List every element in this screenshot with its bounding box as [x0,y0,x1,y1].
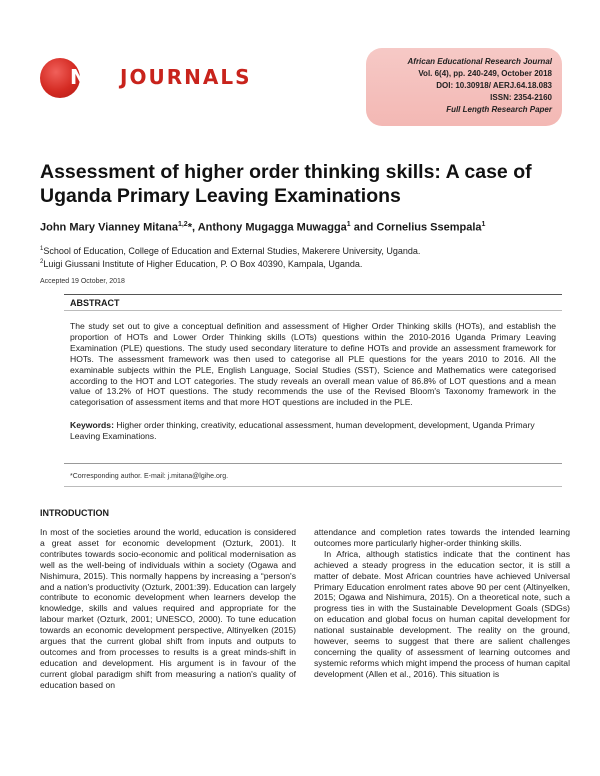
author-separator: , [191,221,198,234]
author-separator: and [350,221,377,234]
logo-wordmark: NETJOURNALS [70,65,252,89]
paragraph: attendance and completion rates towards the intended learning outcomes more particularly higher-order thinking skills. [314,527,570,548]
affiliation-text: Luigi Giussani Institute of Higher Education, P. O Box 40390, Kampala, Uganda. [43,259,363,269]
keywords-label: Keywords: [70,420,114,430]
abstract-section [64,294,562,464]
journal-issn: ISSN: 2354-2160 [490,93,552,102]
author-sup: 1,2 [177,221,188,228]
author-sup: 1 [481,221,486,228]
abstract-text: The study set out to give a conceptual definition and assessment of Higher Order Thinking skills (HOTs), and establish the proportion of HOTs and Lower Order Thinking skills (LOTs) questions within the 2010-2016 Uganda Primary Leaving Examination (PLE) questions. The study used secondary literature to define HOTs and provide an assessment framework for HOTs. The assessment framework was then used to categorise all PLE questions for the years 2010 to 2016. All the examinable subjects within the PLE, English Language, Social Studies (SST), Science and Mathematics were categorised according to the HOT and LOT categories. The study reveals an overall mean value of 86.8% of LOT questions and a mean value of 13.2% of HOT questions. The study recommends the use of the Revised Bloom's Taxonomy framework in the categorisation of assessment items and that more HOT questions are included in the PLE. [70,321,556,408]
author-list [40,221,485,234]
affiliation-1 [40,246,420,256]
author-name: John Mary Vianney Mitana [40,221,178,234]
body-column-left [40,527,296,691]
affiliation-sup: 2 [40,259,44,265]
affiliation-2 [40,259,362,269]
body-column-right [314,527,570,680]
corresponding-mark: * [187,221,192,234]
paragraph: In Africa, although statistics indicate that the continent has achieved a steady progress in the education sector, it is still a matter of debate. Most African countries have achieved Universal Primary Education enrolment rates above 90 per cent (Altinyelken, 2015; Ogawa and Nishimura, 2015). On a theoretical note, such a progress ties in with the Sustainable Development Goals (SDGs) on education and global focus on human capital development for national sustainable development. The reality on the ground, however, seems to suggest that there are salient challenges concerning the quality of assessment of learning outcomes and systemic reforms which might impend the process of human capital development (Allen et al., 2016). This situation is [314,548,570,679]
corresponding-author-note: *Corresponding author. E-mail: j.mitana@lgihe.org. [70,473,229,480]
keywords [70,420,556,442]
introduction-heading: INTRODUCTION [40,508,109,518]
accepted-date: Accepted 19 October, 2018 [40,278,125,285]
author-name: Cornelius Ssempala [376,221,482,234]
abstract-heading: ABSTRACT [70,298,120,308]
netjournals-logo [40,54,252,94]
journal-name: African Educational Research Journal [407,57,552,66]
author-name: Anthony Mugagga Muwagga [197,221,347,234]
journal-info-box [366,48,562,126]
paper-type: Full Length Research Paper [446,105,552,114]
paper-title: Assessment of higher order thinking skills: A case of Uganda Primary Leaving Examinations [40,161,532,207]
affiliation-sup: 1 [40,246,44,252]
journal-volume: Vol. 6(4), pp. 240-249, October 2018 [418,69,552,78]
affiliation-text: School of Education, College of Education and External Studies, Makerere University, Uganda. [43,246,421,256]
footnote-divider [64,486,562,487]
paragraph: In most of the societies around the world, education is considered a great asset for economic development (Ozturk, 2001). It contributes towards socio-economic and political modernisation as well as the well-being of individuals within a society (Ogawa and Nishimura, 2015). This normally happens by increasing a “person's and a nation's productivity (Ozturk, 2001:39). Education can largely contribute to economic development when learners develop the knowledge, skills and values required and appropriate for the labour market (Ozturk, 2001; UNESCO, 2000). To tune education towards an economic development perspective, Altinyelken (2015) argues that the current global shift from inputs and outputs to outcomes and from processes to results is a great minds-shift in education and development. His argument is in favour of the current global paradigm shift from measuring a nation's quality of education based on [40,527,296,690]
keywords-text: Higher order thinking, creativity, educational assessment, human development, development, Uganda Primary Leaving Examinations. [70,420,535,441]
journal-doi: DOI: 10.30918/ AERJ.64.18.083 [436,81,552,90]
abstract-divider [64,310,562,311]
author-sup: 1 [346,221,351,228]
